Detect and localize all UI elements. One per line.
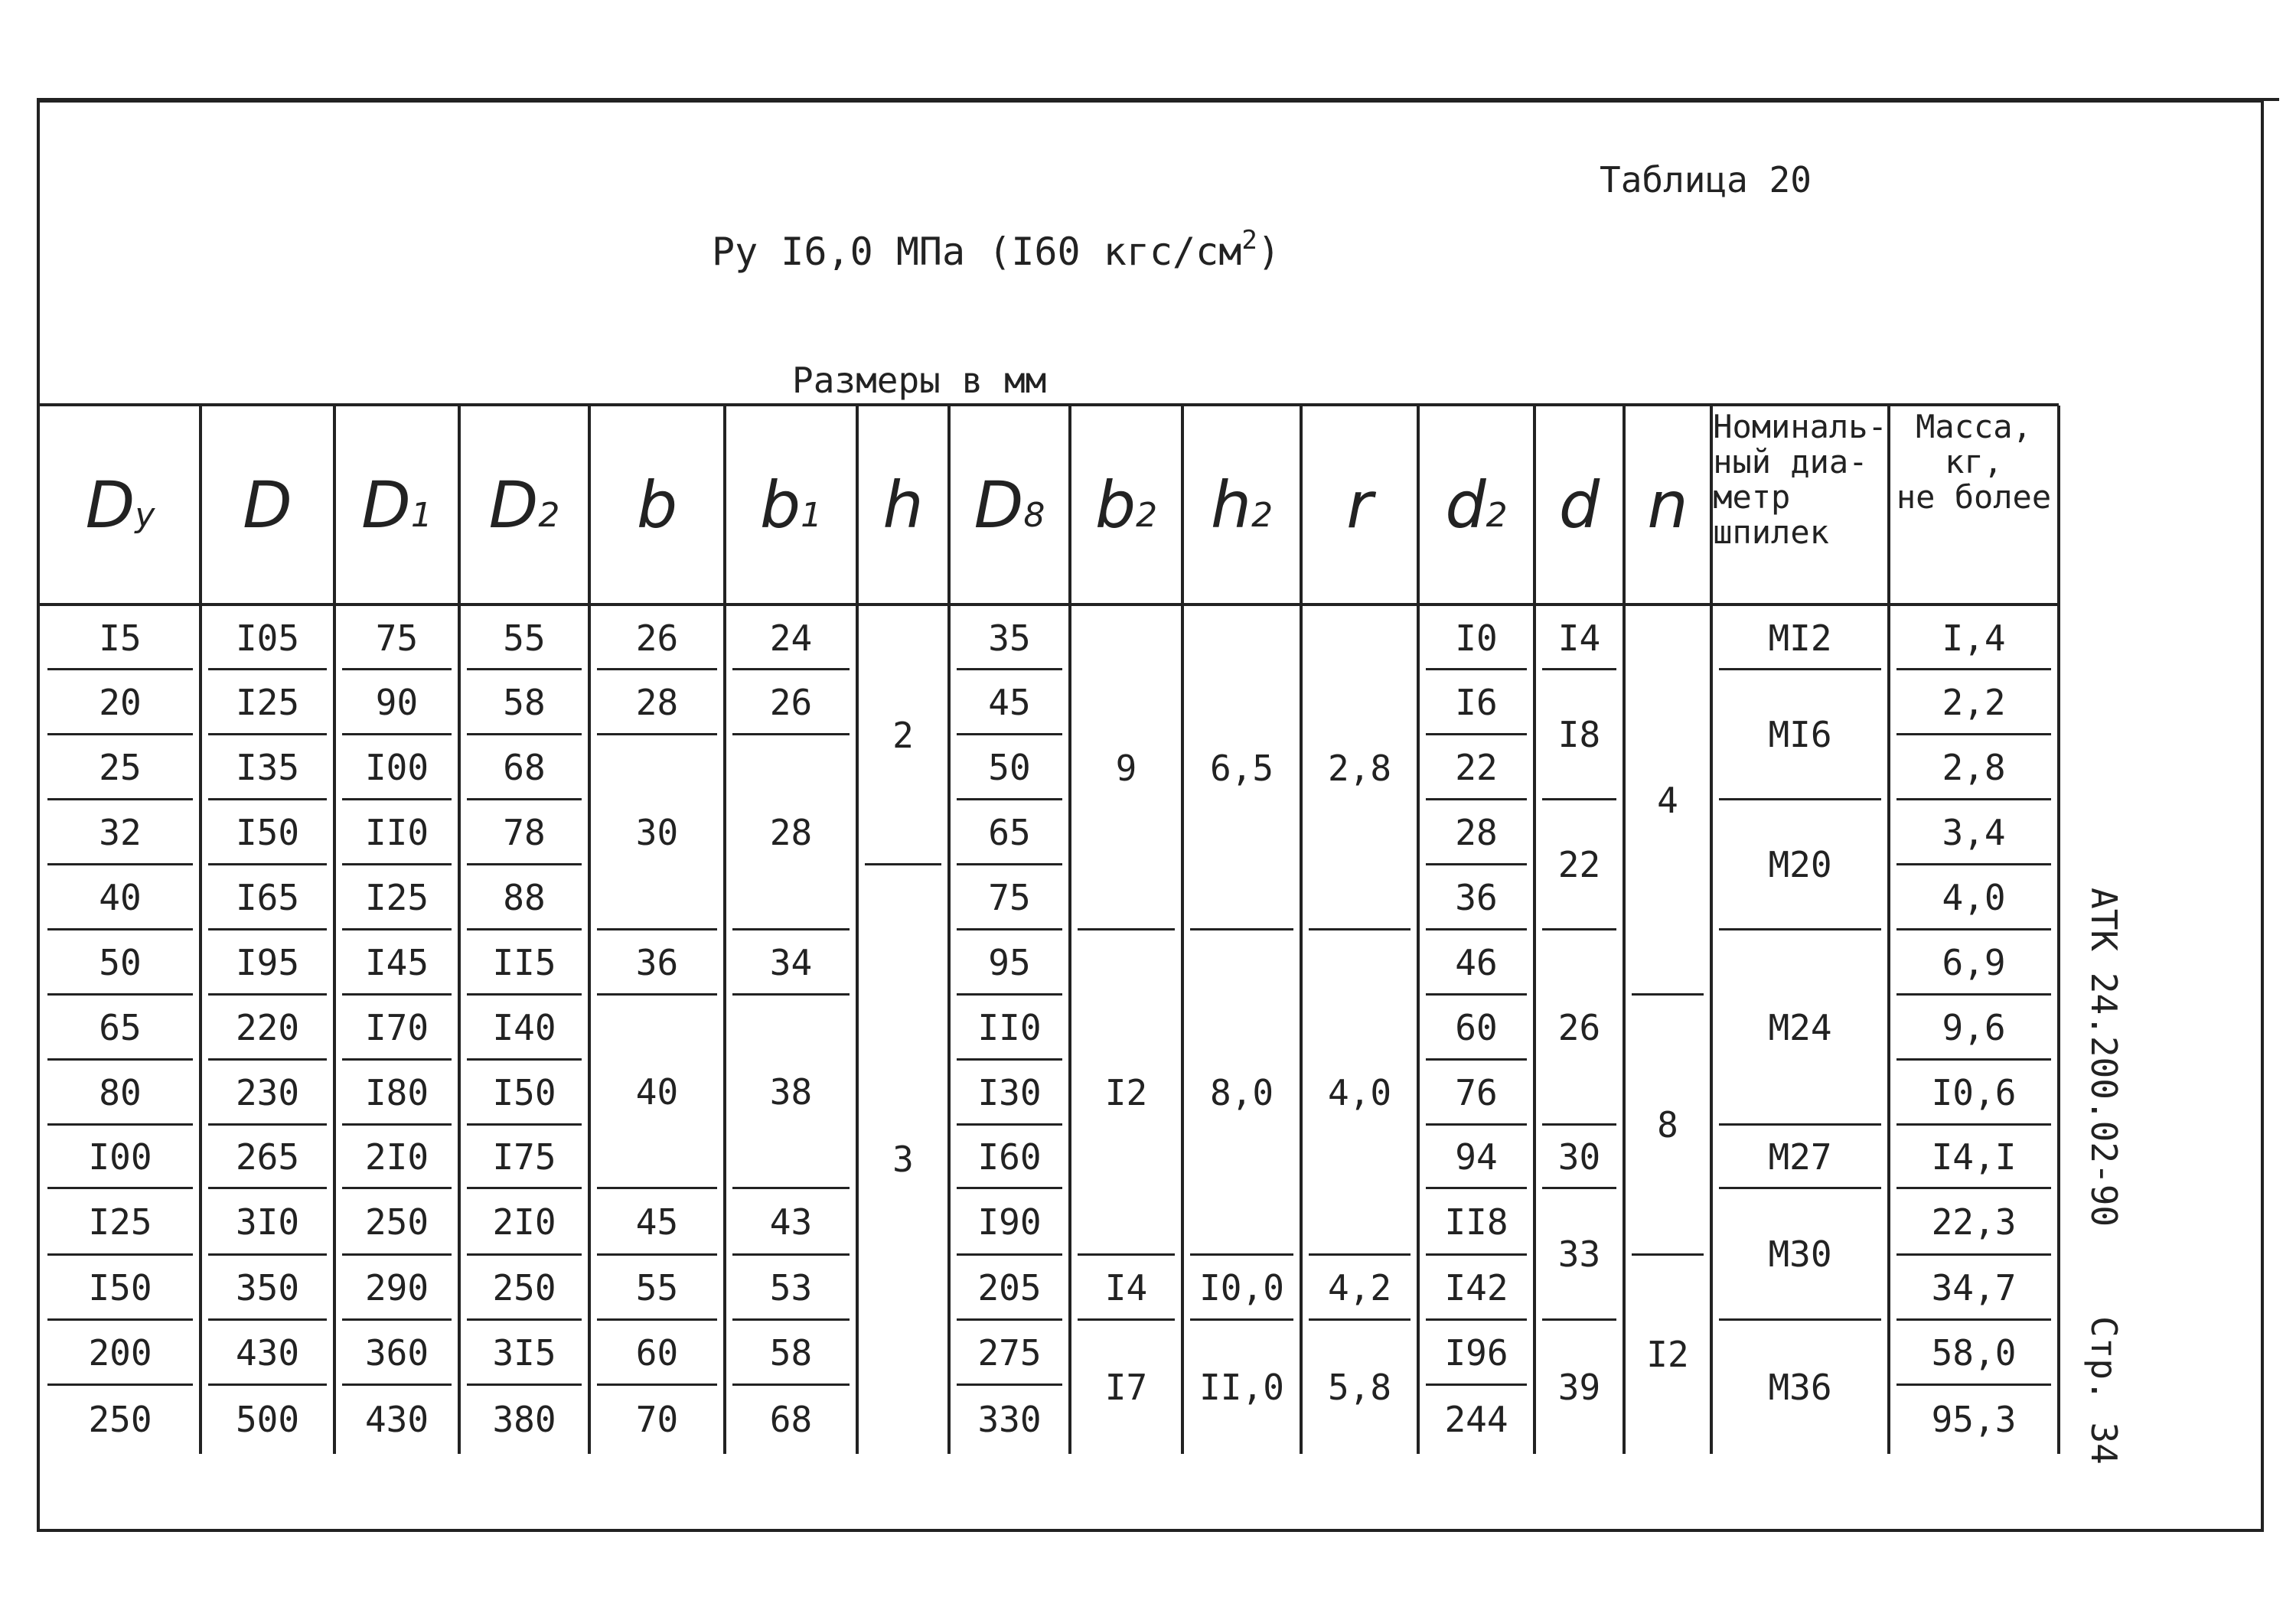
column-divider: [199, 406, 202, 1454]
cell-D: 265: [235, 1136, 300, 1178]
cell-stud: MI2: [1768, 617, 1832, 659]
column-divider: [2057, 406, 2060, 1454]
cell-b1: 53: [769, 1266, 813, 1309]
column-divider: [1181, 406, 1184, 1454]
cell-Dy: 20: [99, 681, 142, 723]
cell-d: 39: [1557, 1366, 1601, 1408]
column-divider: [1623, 406, 1626, 1454]
cell-Dy: 250: [88, 1399, 152, 1440]
header-stud: [1711, 406, 1889, 606]
cell-D1: II0: [364, 811, 429, 853]
header-D-symbol: D: [243, 467, 292, 543]
cell-d2: 28: [1455, 811, 1498, 853]
header-d2-subscript: 2: [1486, 496, 1508, 535]
cell-D: I65: [235, 876, 300, 918]
cell-stud: M36: [1768, 1366, 1832, 1408]
header-D2: [459, 406, 589, 603]
cell-h2: 6,5: [1209, 747, 1274, 789]
header-h-symbol: h: [882, 467, 924, 543]
cell-stud: M20: [1768, 844, 1832, 885]
cell-D: I25: [235, 681, 300, 723]
cell-D1: 75: [375, 617, 419, 659]
cell-d: 22: [1557, 844, 1601, 885]
header-D8-symbol: D: [974, 467, 1024, 543]
header-D1-subscript: 1: [410, 496, 432, 535]
column-divider: [1887, 406, 1890, 1454]
cell-D8: 205: [977, 1266, 1042, 1309]
cell-D: I95: [235, 941, 300, 983]
cell-Dy: I50: [88, 1266, 152, 1309]
column-divider: [588, 406, 591, 1454]
header-D: [201, 406, 334, 603]
cell-d: I8: [1557, 714, 1601, 755]
header-d: [1534, 406, 1624, 603]
cell-D8: 95: [988, 941, 1031, 983]
cell-D1: I00: [364, 746, 429, 788]
header-stud-text: [1713, 409, 1887, 550]
cell-b: 60: [635, 1331, 679, 1374]
cell-D2: 58: [503, 681, 546, 723]
header-stud-line: Номиналь-: [1713, 408, 1887, 445]
cell-d2: 36: [1455, 876, 1498, 918]
cell-mass: 4,0: [1942, 876, 2006, 918]
column-divider: [1417, 406, 1420, 1454]
cell-D8: 65: [988, 811, 1031, 853]
cell-D: I05: [235, 617, 300, 659]
column-divider: [458, 406, 461, 1454]
header-stud-line: метр: [1713, 478, 1791, 516]
header-stud-line: шпилек: [1713, 513, 1829, 551]
column-divider: [1710, 406, 1713, 1454]
cell-D1: 360: [364, 1331, 429, 1374]
header-mass-line: Масса,: [1916, 408, 2032, 445]
cell-d2: I0: [1455, 617, 1498, 659]
header-mass: [1889, 406, 2059, 606]
units-caption: Размеры в мм: [792, 360, 1047, 401]
cell-D: 230: [235, 1071, 300, 1113]
cell-stud: MI6: [1768, 714, 1832, 755]
cell-Dy: 65: [99, 1006, 142, 1048]
page-number: Стр. 34: [2083, 1316, 2125, 1465]
cell-D2: II5: [492, 941, 556, 983]
cell-D1: 2I0: [364, 1136, 429, 1178]
cell-n: 8: [1657, 1104, 1678, 1146]
header-D1-symbol: D: [361, 467, 411, 543]
cell-mass: 2,2: [1942, 681, 2006, 723]
cell-D1: I45: [364, 941, 429, 983]
header-mass-text: [1896, 409, 2051, 515]
cell-b1: 43: [769, 1201, 813, 1243]
cell-h2: I0,0: [1199, 1266, 1284, 1309]
cell-D2: 250: [492, 1266, 556, 1309]
cell-mass: 9,6: [1942, 1006, 2006, 1048]
cell-D: 430: [235, 1331, 300, 1374]
cell-D1: I80: [364, 1071, 429, 1113]
cell-D: 350: [235, 1266, 300, 1309]
cell-d2: I42: [1444, 1266, 1508, 1309]
header-b1-subscript: 1: [801, 496, 823, 535]
cell-D8: 275: [977, 1331, 1042, 1374]
cell-n: I2: [1646, 1334, 1689, 1375]
cell-b2: I2: [1104, 1071, 1148, 1113]
cell-mass: 34,7: [1931, 1266, 2017, 1309]
cell-n: 4: [1657, 780, 1678, 821]
cell-b: 55: [635, 1266, 679, 1309]
cell-stud: M24: [1768, 1006, 1832, 1048]
cell-r: 5,8: [1327, 1366, 1392, 1408]
table-number: Таблица 20: [1600, 159, 1812, 200]
cell-D2: I40: [492, 1006, 556, 1048]
cell-b: 45: [635, 1201, 679, 1243]
cell-b: 26: [635, 617, 679, 659]
cell-d2: I6: [1455, 681, 1498, 723]
cell-D: I50: [235, 811, 300, 853]
cell-D2: 68: [503, 746, 546, 788]
cell-Dy: I25: [88, 1201, 152, 1243]
cell-b1: 58: [769, 1331, 813, 1374]
cell-Dy: I5: [99, 617, 142, 659]
header-D8-subscript: 8: [1023, 496, 1045, 535]
cell-D1: I70: [364, 1006, 429, 1048]
cell-d2: 76: [1455, 1071, 1498, 1113]
header-h2-subscript: 2: [1251, 496, 1274, 535]
cell-mass: I,4: [1942, 617, 2006, 659]
cell-h: 2: [892, 715, 914, 756]
column-divider: [1533, 406, 1536, 1454]
cell-Dy: 40: [99, 876, 142, 918]
cell-stud: M27: [1768, 1136, 1832, 1178]
header-Dy-subscript: y: [135, 496, 155, 535]
header-d2: [1418, 406, 1534, 603]
header-D8: [949, 406, 1070, 603]
header-b-symbol: b: [636, 467, 678, 543]
cell-D2: I50: [492, 1071, 556, 1113]
cell-d: 33: [1557, 1234, 1601, 1275]
header-h2-symbol: h: [1210, 467, 1252, 543]
cell-D8: 35: [988, 617, 1031, 659]
cell-mass: 3,4: [1942, 811, 2006, 853]
header-stud-line: ный диа-: [1713, 443, 1868, 481]
pressure-rating: [712, 225, 1280, 274]
cell-Dy: 50: [99, 941, 142, 983]
cell-D8: I90: [977, 1201, 1042, 1243]
header-Dy: [40, 406, 201, 603]
header-D1: [334, 406, 459, 603]
pressure-close: ): [1257, 230, 1280, 274]
cell-d2: 94: [1455, 1136, 1498, 1178]
cell-mass: I4,I: [1931, 1136, 2017, 1178]
cell-D1: 250: [364, 1201, 429, 1243]
cell-h: 3: [892, 1139, 914, 1180]
cell-d: I4: [1557, 617, 1601, 659]
header-d2-symbol: d: [1445, 467, 1486, 543]
cell-D1: 90: [375, 681, 419, 723]
cell-mass: 95,3: [1931, 1399, 2017, 1440]
cell-D2: 88: [503, 876, 546, 918]
cell-stud: M30: [1768, 1234, 1832, 1275]
cell-h2: II,0: [1199, 1366, 1284, 1408]
cell-b: 40: [635, 1071, 679, 1113]
cell-r: 4,0: [1327, 1071, 1392, 1113]
cell-D2: 3I5: [492, 1331, 556, 1374]
cell-r: 2,8: [1327, 747, 1392, 789]
cell-D8: I30: [977, 1071, 1042, 1113]
cell-D8: 75: [988, 876, 1031, 918]
cell-b2: I7: [1104, 1366, 1148, 1408]
header-D2-symbol: D: [488, 467, 539, 543]
cell-mass: 6,9: [1942, 941, 2006, 983]
cell-b1: 34: [769, 941, 813, 983]
cell-b: 36: [635, 941, 679, 983]
cell-D1: 430: [364, 1399, 429, 1440]
cell-b: 28: [635, 681, 679, 723]
cell-D2: 78: [503, 811, 546, 853]
cell-D: I35: [235, 746, 300, 788]
document-code: АТК 24.200.02-90: [2083, 888, 2125, 1227]
cell-Dy: 25: [99, 746, 142, 788]
cell-D2: I75: [492, 1136, 556, 1178]
cell-D8: 330: [977, 1399, 1042, 1440]
cell-b1: 26: [769, 681, 813, 723]
cell-d2: 244: [1444, 1399, 1508, 1440]
header-h2: [1182, 406, 1301, 603]
column-divider: [856, 406, 859, 1454]
cell-D: 500: [235, 1399, 300, 1440]
cell-D2: 380: [492, 1399, 556, 1440]
table-header: [40, 403, 2059, 606]
header-b2-symbol: b: [1094, 467, 1137, 543]
header-r-symbol: r: [1346, 467, 1373, 543]
cell-d: 30: [1557, 1136, 1601, 1178]
cell-d2: I96: [1444, 1331, 1508, 1374]
cell-d2: 60: [1455, 1006, 1498, 1048]
cell-D: 3I0: [235, 1201, 300, 1243]
cell-d2: 22: [1455, 746, 1498, 788]
cell-d2: II8: [1444, 1201, 1508, 1243]
header-n: [1624, 406, 1711, 603]
cell-b1: 68: [769, 1399, 813, 1440]
frame-top-line: [37, 98, 2279, 101]
header-mass-line: кг,: [1945, 443, 2003, 481]
cell-Dy: 80: [99, 1071, 142, 1113]
cell-D8: 45: [988, 681, 1031, 723]
cell-D2: 55: [503, 617, 546, 659]
pressure-text: Ру I6,0 МПа (I60 кгс/см: [712, 230, 1242, 274]
cell-b2: I4: [1104, 1266, 1148, 1309]
cell-b1: 28: [769, 811, 813, 853]
cell-r: 4,2: [1327, 1266, 1392, 1309]
cell-D1: 290: [364, 1266, 429, 1309]
cell-d: 26: [1557, 1006, 1601, 1048]
cell-D8: II0: [977, 1006, 1042, 1048]
cell-mass: I0,6: [1931, 1071, 2017, 1113]
cell-Dy: I00: [88, 1136, 152, 1178]
cell-mass: 58,0: [1931, 1331, 2017, 1374]
header-r: [1301, 406, 1418, 603]
header-d-symbol: d: [1558, 467, 1600, 543]
column-divider: [1300, 406, 1303, 1454]
column-divider: [333, 406, 336, 1454]
header-b2: [1070, 406, 1182, 603]
header-b: [589, 406, 725, 603]
column-divider: [1068, 406, 1071, 1454]
cell-D1: I25: [364, 876, 429, 918]
cell-Dy: 32: [99, 811, 142, 853]
cell-b: 30: [635, 811, 679, 853]
cell-D8: 50: [988, 746, 1031, 788]
cell-b1: 38: [769, 1071, 813, 1113]
header-b1-symbol: b: [759, 467, 801, 543]
header-h: [857, 406, 949, 603]
cell-h2: 8,0: [1209, 1071, 1274, 1113]
cell-b: 70: [635, 1399, 679, 1440]
column-divider: [723, 406, 726, 1454]
column-divider: [947, 406, 951, 1454]
header-b2-subscript: 2: [1136, 496, 1158, 535]
cell-mass: 2,8: [1942, 746, 2006, 788]
cell-D2: 2I0: [492, 1201, 556, 1243]
cell-Dy: 200: [88, 1331, 152, 1374]
header-Dy-symbol: D: [85, 467, 135, 543]
cell-mass: 22,3: [1931, 1201, 2017, 1243]
cell-D8: I60: [977, 1136, 1042, 1178]
cell-d2: 46: [1455, 941, 1498, 983]
cell-b1: 24: [769, 617, 813, 659]
header-mass-line: не более: [1896, 478, 2052, 516]
header-D2-subscript: 2: [538, 496, 560, 535]
header-b1: [725, 406, 857, 603]
cell-D: 220: [235, 1006, 300, 1048]
pressure-superscript: 2: [1241, 225, 1257, 256]
cell-b2: 9: [1115, 747, 1137, 789]
header-n-symbol: n: [1647, 467, 1688, 543]
